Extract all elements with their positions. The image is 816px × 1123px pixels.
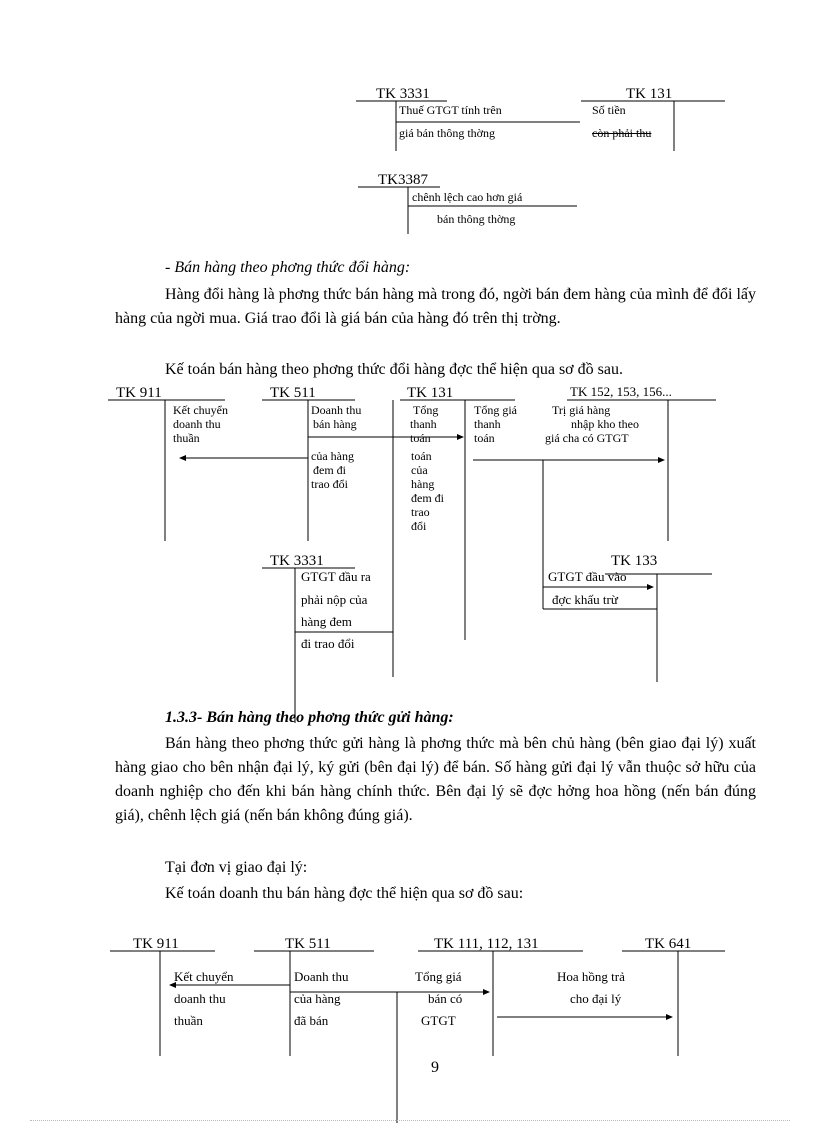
exchange-paragraph-2: Kế toán bán hàng theo phơng thức đổi hàng đợc thể hiện qua sơ đồ sau. <box>165 361 623 378</box>
tk-511-text-2c: trao đổi <box>311 477 348 491</box>
tk-152-label: TK 152, 153, 156... <box>570 384 672 399</box>
consign-paragraph-3: Kế toán doanh thu bán hàng đợc thể hiện qua sơ đồ sau: <box>165 885 524 902</box>
tk-911-text-1: Kết chuyển <box>173 403 228 417</box>
tk-152-text-2: nhập kho theo <box>571 417 639 431</box>
tk-131-left-1: Tổng <box>413 403 439 417</box>
tk-641-text-1: Hoa hồng trả <box>557 969 625 984</box>
tk-131-right-2: thanh <box>474 417 501 431</box>
tk-131-right-3: toán <box>474 431 495 445</box>
tk-3331-text-2: giá bán thông thờng <box>399 126 495 140</box>
tk-131-left2-6: đổi <box>411 519 427 533</box>
tk-641-label: TK 641 <box>645 936 692 952</box>
page-bottom-dotted-line <box>30 1120 790 1121</box>
exchange-heading: - Bán hàng theo phơng thức đổi hàng: <box>165 259 411 276</box>
tk-511-text-1b: bán hàng <box>313 417 357 431</box>
tk-3387-text-1: chênh lệch cao hơn giá <box>412 190 523 204</box>
tk-131-text-2: còn phải thu <box>592 126 652 140</box>
tk-511-3-text-3: đã bán <box>294 1013 329 1028</box>
tk-511-3-text-2: của hàng <box>294 991 341 1006</box>
tk-911-3-text-3: thuần <box>174 1013 203 1028</box>
tk-131-left2-2: của <box>411 463 428 477</box>
tk-131-right-1: Tổng giá <box>474 403 517 417</box>
tk-911-text-3: thuần <box>173 431 200 445</box>
tk-3331-label: TK 3331 <box>376 86 430 102</box>
tk-3331-text-b: phải nộp của <box>301 592 368 607</box>
tk-911-3-text-1: Kết chuyển <box>174 969 234 984</box>
tk-131-left2-3: hàng <box>411 477 435 491</box>
tk-131-label-2: TK 131 <box>407 385 454 401</box>
tk-3331-text-1: Thuế GTGT tính trên <box>399 103 502 117</box>
tk-152-text-1: Trị giá hàng <box>552 403 611 417</box>
tk-641-text-2: cho đại lý <box>570 991 622 1006</box>
tk-3387-label: TK3387 <box>378 172 428 188</box>
tk-3331-text-d: đi trao đổi <box>301 636 355 651</box>
tk-133-text-2: đợc khấu trừ <box>552 592 618 607</box>
tk-133-text-1: GTGT đầu vào <box>548 569 627 584</box>
consign-paragraph-1: Bán hàng theo phơng thức gửi hàng là phơng thức mà bên chủ hàng (bên giao đại lý) xuất hàng giao cho bên nhận đại lý, ký gửi (bên đại lý) để bán. Số hàng gửi đại lý vẫn thuộc sở hữu của doanh nghiệp cho đến khi bán hàng chính thức. Bên đại lý sẽ đợc hởng hoa hồng (nến bán đúng giá), chênh lệch giá (nến bán không đúng giá). <box>115 735 756 824</box>
tk-3331-text-a: GTGT đầu ra <box>301 569 371 584</box>
tk-3331-label-2: TK 3331 <box>270 553 324 569</box>
tk-3331-text-c: hàng đem <box>301 614 352 629</box>
tk-131-label: TK 131 <box>626 86 673 102</box>
tk-133-label: TK 133 <box>611 553 658 569</box>
tk-511-text-2a: của hàng <box>311 449 354 463</box>
tk-911-text-2: doanh thu <box>173 417 221 431</box>
tk-131-left-3: toán <box>410 431 431 445</box>
page-number: 9 <box>431 1059 439 1076</box>
tk-131-left-2: thanh <box>410 417 437 431</box>
tk-911-label-3: TK 911 <box>133 936 179 952</box>
exchange-paragraph-1: Hàng đổi hàng là phơng thức bán hàng mà trong đó, ngời bán đem hàng của mình để đổi lấy hàng của ngời mua. Giá trao đổi là giá bán của hàng đó trên thị trờng. <box>115 286 756 327</box>
tk-131-left2-5: trao <box>411 505 430 519</box>
tk-511-label: TK 511 <box>270 385 316 401</box>
tk-111-text-3: GTGT <box>421 1013 456 1028</box>
consign-paragraph-2: Tại đơn vị giao đại lý: <box>165 859 308 876</box>
tk-911-label: TK 911 <box>116 385 162 401</box>
tk-911-3-text-2: doanh thu <box>174 991 226 1006</box>
consign-heading: 1.3.3- Bán hàng theo phơng thức gửi hàng: <box>165 709 454 726</box>
tk-131-left2-1: toán <box>411 449 432 463</box>
tk-131-left2-4: đem đi <box>411 491 444 505</box>
tk-511-text-1a: Doanh thu <box>311 403 362 417</box>
tk-152-text-3: giá cha có GTGT <box>545 431 629 445</box>
tk-131-text-1: Số tiền <box>592 103 626 117</box>
tk-511-label-3: TK 511 <box>285 936 331 952</box>
tk-3387-text-2: bán thông thờng <box>437 212 516 226</box>
tk-111-text-1: Tổng giá <box>415 969 462 984</box>
tk-111-text-2: bán có <box>428 991 463 1006</box>
tk-111-label: TK 111, 112, 131 <box>434 936 539 952</box>
tk-511-text-2b: đem đi <box>313 463 346 477</box>
tk-511-3-text-1: Doanh thu <box>294 969 349 984</box>
